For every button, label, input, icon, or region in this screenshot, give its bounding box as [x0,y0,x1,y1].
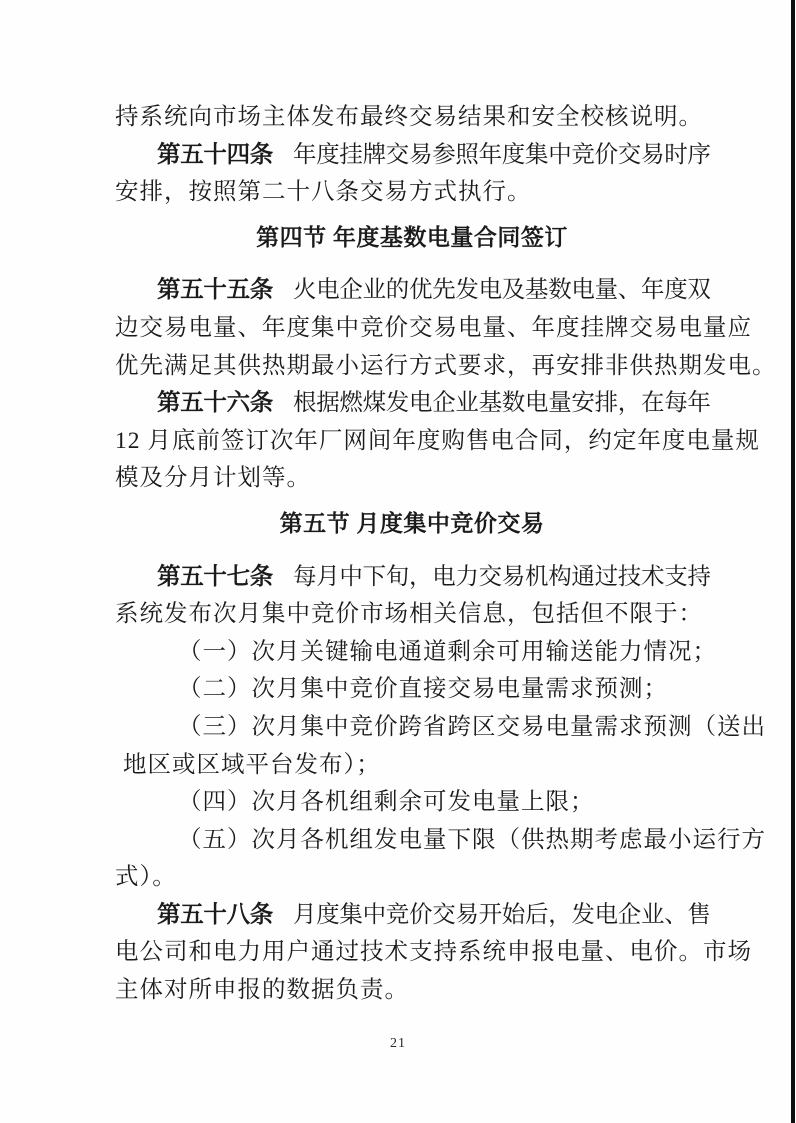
article-line [115,272,709,310]
text-line: （二）次月集中竞价直接交易电量需求预测； [178,676,668,703]
article-text: 月度集中竞价交易开始后，发电企业、售 [293,901,711,928]
article-line [115,385,709,423]
section-heading: 第四节 年度基数电量合同签订 [256,224,568,250]
document-body [115,99,777,1010]
text-line: （四）次月各机组剩余可发电量上限； [178,789,595,816]
article-number: 第五十七条 [157,563,273,590]
text-line: 优先满足其供热期最小运行方式要求，再安排非供热期发电。 [115,352,777,379]
text-line: （一）次月关键输电通道剩余可用输送能力情况； [178,638,717,665]
text-line: 持系统向市场主体发布最终交易结果和安全校核说明。 [115,104,703,130]
section-heading: 第五节 月度集中竞价交易 [279,510,545,536]
text-line: 电公司和电力用户通过技术支持系统申报电量、电价。市场 [115,939,752,966]
article-number: 第五十四条 [157,141,273,168]
text-line: （三）次月集中竞价跨省跨区交易电量需求预测（送出 [178,713,766,740]
text-line: 12 月底前签订次年厂网间年度购售电合同，约定年度电量规 [115,427,760,454]
article-number: 第五十六条 [157,390,273,417]
article-text: 火电企业的优先发电及基数电量、年度双 [293,277,711,304]
text-line: 系统发布次月集中竞价市场相关信息，包括但不限于： [115,601,703,628]
text-line: 模及分月计划等。 [115,465,311,492]
article-number: 第五十五条 [157,277,273,304]
article-line [115,897,709,935]
article-text: 每月中下旬，电力交易机构通过技术支持 [293,563,711,590]
text-line: 地区或区域平台发布）； [123,751,381,778]
article-line [115,559,709,597]
text-line: 主体对所申报的数据负责。 [115,977,409,1004]
text-line: 安排，按照第二十八条交易方式执行。 [115,179,532,206]
text-line: （五）次月各机组发电量下限（供热期考虑最小运行方 [178,826,766,853]
text-line: 式）。 [115,864,177,891]
article-text: 年度挂牌交易参照年度集中竞价交易时序 [293,141,711,168]
text-line: 边交易电量、年度集中竞价交易电量、年度挂牌交易电量应 [115,314,752,341]
article-line [115,137,709,175]
page-number: 21 [390,1036,406,1051]
scan-edge-line [791,0,795,1123]
article-text: 根据燃煤发电企业基数电量安排，在每年 [293,390,711,417]
article-number: 第五十八条 [157,901,273,928]
